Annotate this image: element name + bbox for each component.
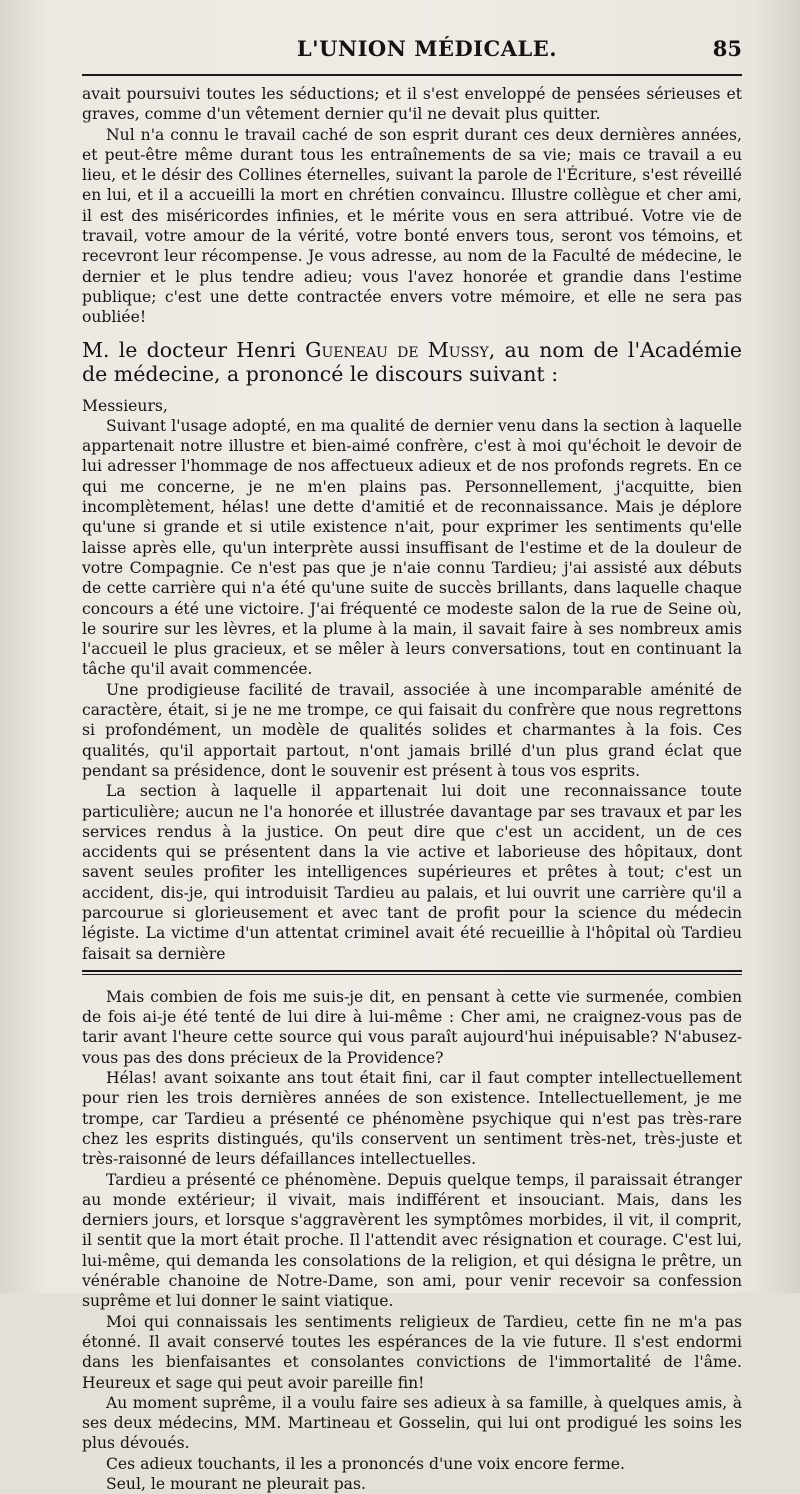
section-academy-speech — [82, 396, 742, 964]
section-faculty-speech-end — [82, 84, 742, 328]
running-title: L'UNION MÉDICALE. — [296, 36, 558, 61]
header-rule — [82, 74, 742, 76]
paragraph: Nul n'a connu le travail caché de son esprit durant ces deux dernières années, et peut-être même durant tous les entraînements de sa vie; mais ce travail a eu lieu, et le désir des Collines éternelles, suivant la parole de l'Écriture, s'est réveillé en lui, et il a accueilli la mort en chrétien convaincu. Illustre collègue et cher ami, il est des miséricordes infinies, et le mérite vous en sera attribué. Votre vie de travail, votre amour de la vérité, votre bonté envers tous, seront vos témoins, et recevront leur récompense. Je vous adresse, au nom de la Faculté de médecine, le dernier et le plus tendre adieu; vous l'avez honorée et grandie dans l'estime publique; c'est une dette contractée envers votre mémoire, et elle ne sera pas oubliée! — [82, 125, 742, 327]
paragraph: Moi qui connaissais les sentiments religieux de Tardieu, cette fin ne m'a pas étonné. Il avait conservé toutes les espérances de la vie future. Il s'est endormi dans les bienfaisantes et consolantes convictions de l'immortalité de l'âme. Heureux et sage qui peut avoir pareille fin! — [82, 1312, 742, 1392]
section-academy-speech-continued — [82, 987, 742, 1494]
salutation: Messieurs, — [82, 396, 168, 415]
paragraph: avait poursuivi toutes les séductions; et il s'est enveloppé de pensées sérieuses et graves, comme d'un vêtement dernier qu'il ne devait plus quitter. — [82, 85, 742, 124]
paragraph: La section à laquelle il appartenait lui doit une reconnaissance toute particulière; aucun ne l'a honorée et illustrée davantage par ses travaux et par les services rendus à la justice. On peut dire que c'est un accident, un de ces accidents qui se présentent dans la vie active et laborieuse des hôpitaux, dont savent seules profiter les intelligences supérieures et prêtes à tout; c'est un accident, dis-je, qui introduisit Tardieu au palais, et lui ouvrit une carrière qu'il a parcourue si glorieusement et avec tant de profit pour la science du médecin légiste. La victime d'un attentat criminel avait été recueillie à l'hôpital où Tardieu faisait sa dernière — [82, 782, 742, 963]
speaker-suffix: , au nom de l'Académie de médecine, a prononcé le discours suivant : — [82, 337, 743, 386]
body-text — [82, 84, 742, 1494]
speaker-prefix: M. le docteur Henri — [82, 337, 306, 362]
page-number: 85 — [712, 36, 742, 61]
section-divider — [82, 970, 742, 975]
speaker-heading — [82, 338, 742, 386]
paragraph: Une prodigieuse facilité de travail, associée à une incomparable aménité de caractère, était, si je ne me trompe, ce qui faisait du confrère que nous regrettons si profondément, un modèle de qualités solides et charmantes à la fois. Ces qualités, qu'il apportait partout, n'ont jamais brillé d'un plus grand éclat que pendant sa présidence, dont le souvenir est présent à tous vos esprits. — [82, 680, 742, 780]
paragraph: Suivant l'usage adopté, en ma qualité de dernier venu dans la section à laquelle appartenait notre illustre et bien-aimé confrère, c'est à moi qu'échoit le devoir de lui adresser l'hommage de nos affectueux adieux et de nos profonds regrets. En ce qui me concerne, je ne m'en plains pas. Personnellement, j'acquitte, bien incomplètement, hélas! une dette d'amitié et de reconnaissance. Mais je déplore qu'une si grande et si utile existence n'ait, pour exprimer les sentiments qu'elle laisse après elle, qu'un interprète aussi insuffisant de l'estime et de la douleur de votre Compagnie. Ce n'est pas que je n'aie connu Tardieu; j'ai assisté aux débuts de cette carrière qui n'a été qu'une suite de succès brillants, dans laquelle chaque concours a été une victoire. J'ai fréquenté ce modeste salon de la rue de Seine où, le sourire sur les lèvres, et la plume à la main, il savait faire à ses nombreux amis l'accueil le plus gracieux, et se mêler à leurs conversations, tout en continuant la tâche qu'il avait commencée. — [82, 416, 742, 679]
paragraph: Hélas! avant soixante ans tout était fini, car il faut compter intellectuellement pour rien les trois dernières années de son existence. Intellectuellement, je me trompe, car Tardieu a présenté ce phénomène psychique qui n'est pas très-rare chez les esprits distingués, qu'ils conservent un sentiment très-net, très-juste et très-raisonné de leurs défaillances intellectuelles. — [82, 1069, 742, 1169]
speaker-name: Gueneau de Mussy — [305, 337, 489, 362]
paragraph: Ces adieux touchants, il les a prononcés d'une voix encore ferme. — [106, 1454, 625, 1473]
page-header — [82, 30, 742, 70]
paragraph: Au moment suprême, il a voulu faire ses adieux à sa famille, à quelques amis, à ses deux médecins, MM. Martineau et Gosselin, qui lui ont prodigué les soins les plus dévoués. — [82, 1393, 742, 1453]
paragraph: Mais combien de fois me suis-je dit, en pensant à cette vie surmenée, combien de fois ai-je été tenté de lui dire à lui-même : Cher ami, ne craignez-vous pas de tarir avant l'heure cette source qui vous paraît aujourd'hui inépuisable? N'abusez-vous pas des dons précieux de la Providence? — [82, 987, 742, 1067]
paragraph: Seul, le mourant ne pleurait pas. — [106, 1475, 366, 1493]
paragraph: Tardieu a présenté ce phénomène. Depuis quelque temps, il paraissait étranger au monde extérieur; il vivait, mais indifférent et insouciant. Mais, dans les derniers jours, et lorsque s'aggravèrent les symptômes morbides, il vit, il comprit, il sentit que la mort était proche. Il l'attendit avec résignation et courage. C'est lui, lui-même, qui demanda les consolations de la religion, et qui désigna le prêtre, un vénérable chanoine de Notre-Dame, son ami, pour venir recevoir sa confession suprême et lui donner le saint viatique. — [82, 1170, 742, 1311]
